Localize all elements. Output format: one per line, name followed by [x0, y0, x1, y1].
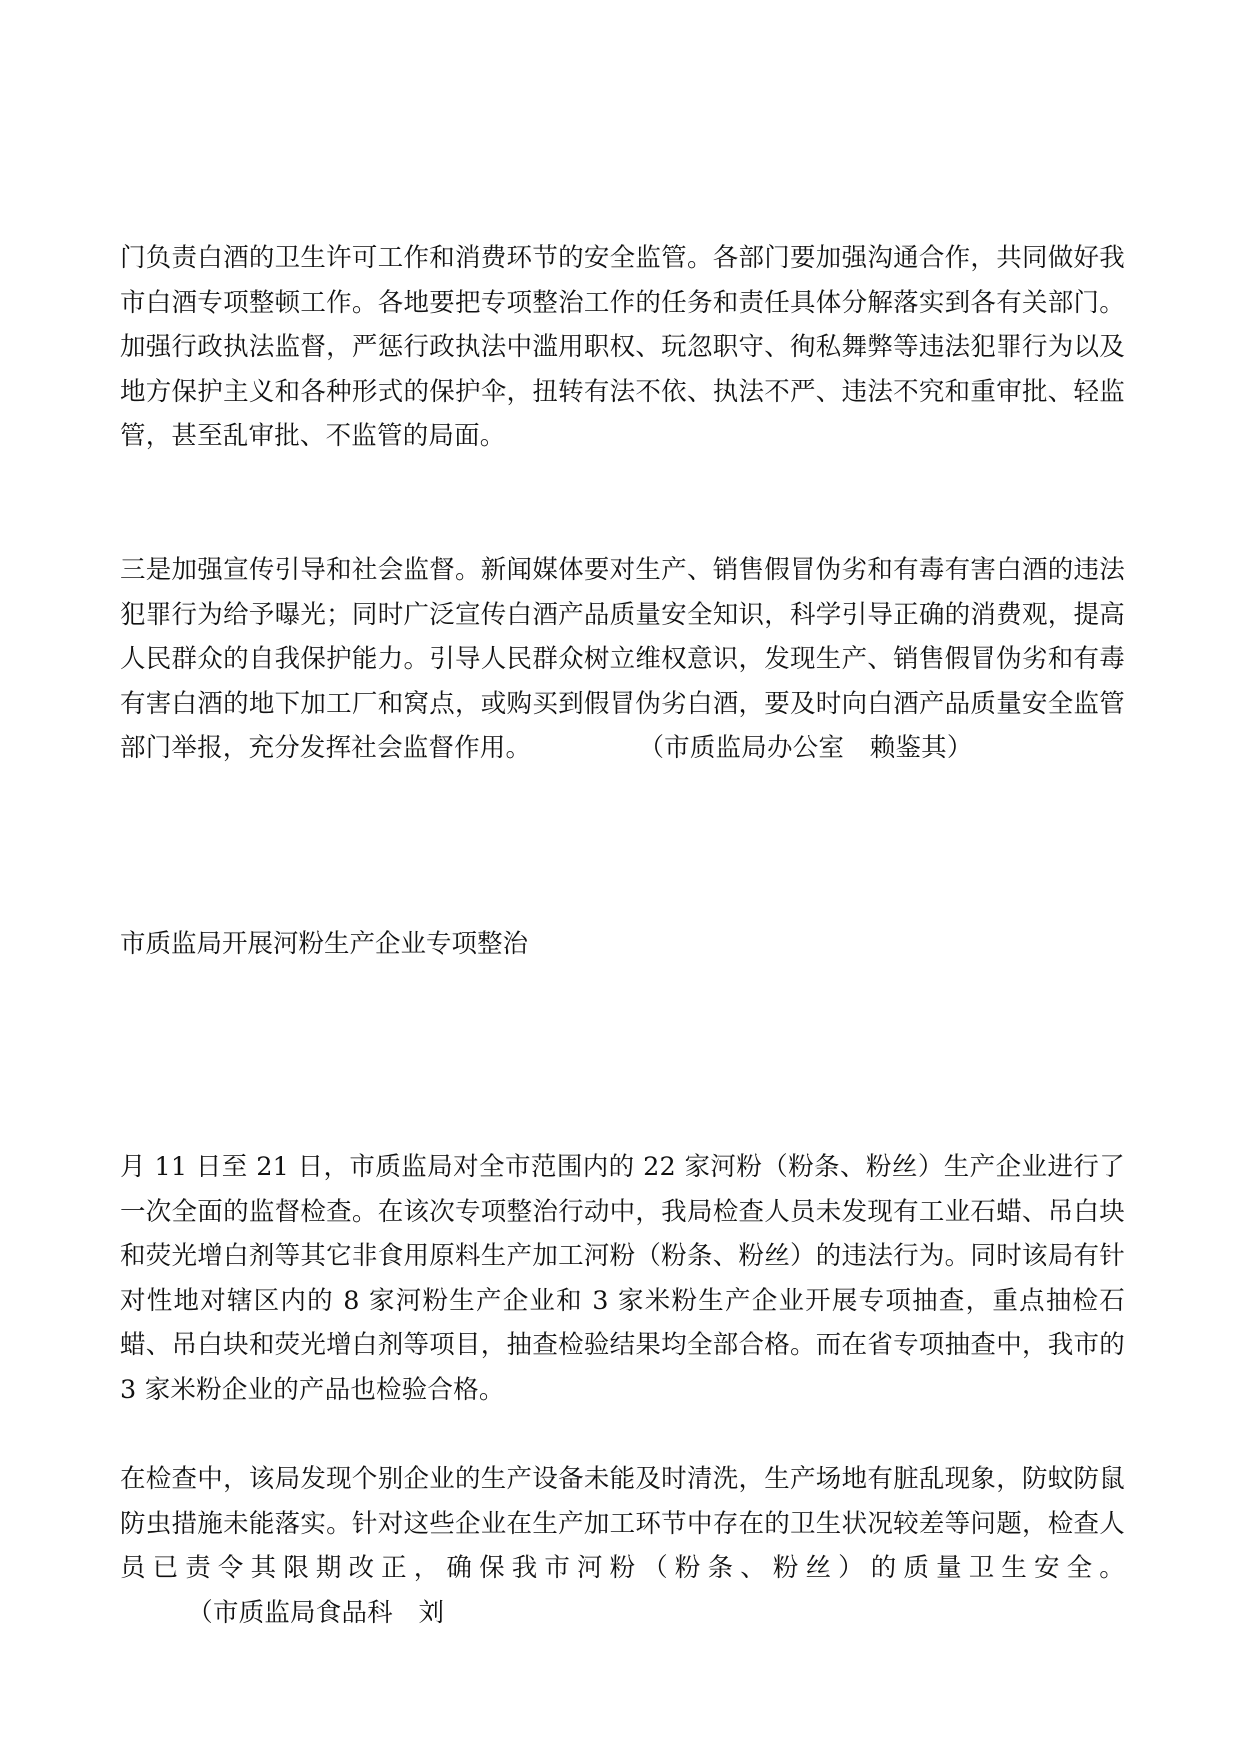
paragraph-supervision-cooperation: 门负责白酒的卫生许可工作和消费环节的安全监管。各部门要加强沟通合作，共同做好我市白酒专项整顿工作。各地要把专项整治工作的任务和责任具体分解落实到各有关部门。加强行政执法监督，严惩行政执法中滥用职权、玩忽职守、徇私舞弊等违法犯罪行为以及地方保护主义和各种形式的保护伞，扭转有法不依、执法不严、违法不究和重审批、轻监管，甚至乱审批、不监管的局面。: [120, 243, 1125, 452]
food-department-signature: （市质监局食品科 刘: [200, 1597, 445, 1628]
paragraph-hygiene-issues: [120, 1457, 1125, 1635]
paragraph-inspection-results: 月 11 日至 21 日，市质监局对全市范围内的 22 家河粉（粉条、粉丝）生产企业进行了一次全面的监督检查。在该次专项整治行动中，我局检查人员未发现有工业石蜡、吊白块和荧光增白剂等其它非食用原料生产加工河粉（粉条、粉丝）的违法行为。同时该局有针对性地对辖区内的 8 家河粉生产企业和 3 家米粉生产企业开展专项抽查，重点抽检石蜡、吊白块和荧光增白剂等项目，抽查检验结果均全部合格。而在省专项抽查中，我市的 3 家米粉企业的产品也检验合格。: [120, 1152, 1125, 1405]
paragraph-hygiene-text: 在检查中，该局发现个别企业的生产设备未能及时清洗，生产场地有脏乱现象，防蚊防鼠防虫措施未能落实。针对这些企业在生产加工环节中存在的卫生状况较差等问题，检查人员已责令其限期改正，确保我市河粉（粉条、粉丝）的质量卫生安全。: [120, 1464, 1125, 1584]
paragraph-publicity-text: 三是加强宣传引导和社会监督。新闻媒体要对生产、销售假冒伪劣和有毒有害白酒的违法犯罪行为给予曝光；同时广泛宣传白酒产品质量安全知识，科学引导正确的消费观，提高人民群众的自我保护能力。引导人民群众树立维权意识，发现生产、销售假冒伪劣和有毒有害白酒的地下加工厂和窝点，或购买到假冒伪劣白酒，要及时向白酒产品质量安全监管部门举报，充分发挥社会监督作用。: [120, 555, 1125, 764]
article-title: 市质监局开展河粉生产企业专项整治: [120, 929, 529, 959]
paragraph-publicity-supervision: [120, 548, 1125, 771]
office-signature: （市质监局办公室 赖鉴其）: [651, 733, 973, 764]
